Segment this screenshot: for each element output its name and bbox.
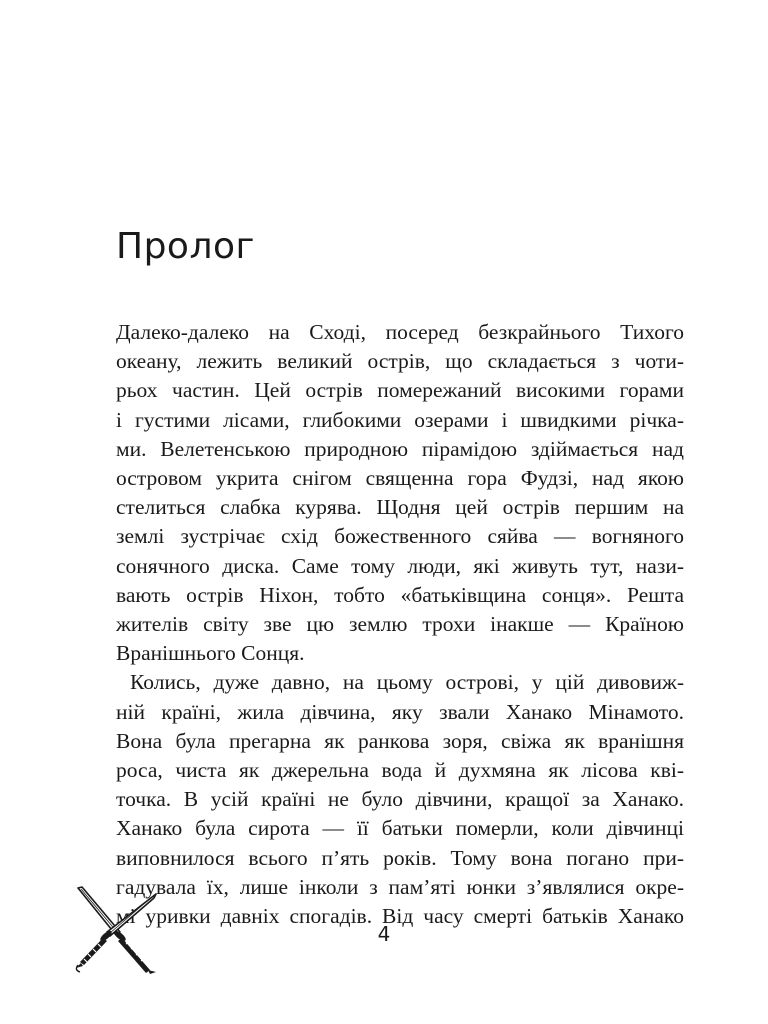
- chapter-title: Пролог: [116, 226, 255, 267]
- paragraph-2: [116, 668, 684, 931]
- text-line: Вона була прегарна як ранкова зоря, свіжа як вранішня: [116, 728, 684, 753]
- text-line: жителів світу зве цю землю трохи інакше — Країною: [116, 612, 684, 637]
- text-line: Ханако була сирота — її батьки померли, коли дівчинці: [116, 816, 684, 841]
- text-line: Колись, дуже давно, на цьому острові, у цій дивовиж-: [130, 670, 684, 695]
- text-line: гадувала їх, лише інколи з пам’яті юнки з’являлися окре-: [116, 874, 684, 899]
- text-line: островом укрита снігом священна гора Фудзі, над якою: [116, 466, 684, 491]
- text-line: океану, лежить великий острів, що складається з чоти-: [116, 349, 684, 374]
- text-line: землі зустрічає схід божественного сяйва — вогняного: [116, 524, 684, 549]
- text-line: ми. Велетенською природною пірамідою здіймається над: [116, 436, 684, 461]
- text-line: сонячного диска. Саме тому люди, які живуть тут, нази-: [116, 553, 684, 578]
- text-line: точка. В усій країні не було дівчини, кращої за Ханако.: [116, 787, 684, 812]
- text-line: і густими лісами, глибокими озерами і швидкими річка-: [116, 407, 684, 432]
- text-line: виповнилося всього п’ять років. Тому вона погано при-: [116, 845, 684, 870]
- crossed-katanas-icon: [70, 884, 162, 976]
- body-text: [116, 318, 684, 931]
- text-line: стелиться слабка курява. Щодня цей острів першим на: [116, 495, 684, 520]
- paragraph-1: [116, 318, 684, 668]
- text-line: Вранішнього Сонця.: [116, 641, 305, 666]
- text-line: мі уривки давніх спогадів. Від часу смерті батьків Ханако: [116, 904, 684, 929]
- text-line: вають острів Ніхон, тобто «батьківщина сонця». Решта: [116, 582, 684, 607]
- text-line: Далеко-далеко на Сході, посеред безкрайнього Тихого: [116, 320, 684, 344]
- page-number: 4: [377, 922, 391, 946]
- text-line: ній країні, жила дівчина, яку звали Ханако Мінамото.: [116, 699, 684, 724]
- text-line: рьох частин. Цей острів помережаний високими горами: [116, 378, 684, 403]
- text-line: роса, чиста як джерельна вода й духмяна як лісова кві-: [116, 758, 684, 783]
